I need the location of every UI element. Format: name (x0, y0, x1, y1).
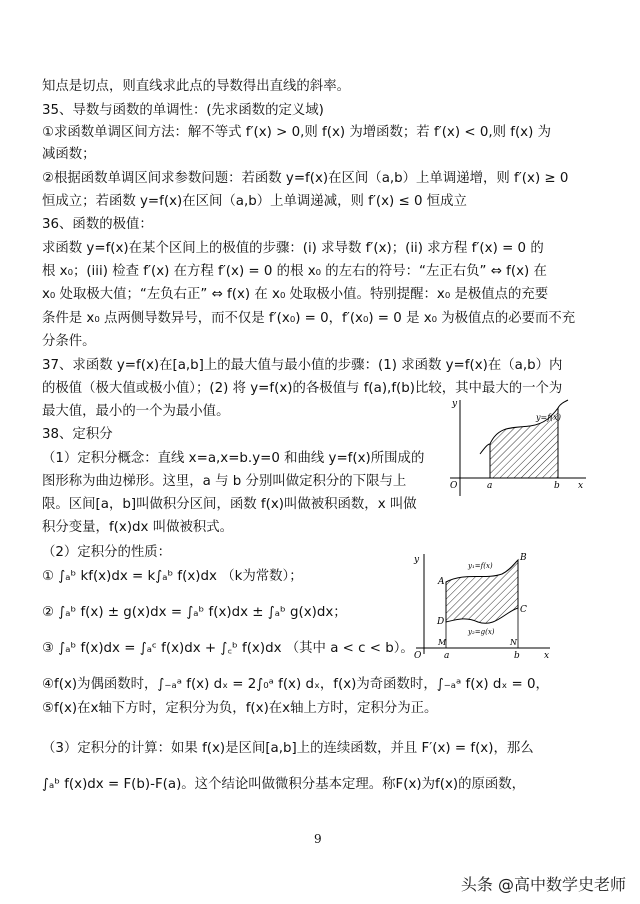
text-line: ∫ₐᵇ f(x)dx = F(b)-F(a)。这个结论叫做微积分基本定理。称F(x)为f(x)的原函数， (42, 777, 526, 792)
text-line: 最大值，最小的一个为最小值。 (42, 404, 230, 419)
text-line: 积分变量，f(x)dx 叫做被积式。 (42, 520, 234, 535)
label-y2: y₂=g(x) (468, 628, 495, 636)
label-A: A (438, 577, 445, 587)
figure-curved-trapezoid (440, 396, 590, 506)
text-line: ②根据函数单调区间求参数问题：若函数 y=f(x)在区间（a,b）上单调递增，则 f′(x) ≥ 0 (42, 171, 569, 186)
text-line: 根 x₀；(iii) 检查 f′(x) 在方程 f′(x) = 0 的根 x₀ 的左右的符号：“左正右负” ⇔ f(x) 在 (42, 264, 547, 279)
text-line: ⑤f(x)在x轴下方时，定积分为负，f(x)在x轴上方时，定积分为正。 (42, 701, 438, 716)
text-line: 图形称为曲边梯形。这里，a 与 b 分别叫做定积分的下限与上 (42, 474, 407, 489)
text-line: 的极值（极大值或极小值）；(2) 将 y=f(x)的各极值与 f(a),f(b)比较，其中最大的一个为 (42, 381, 563, 396)
text-line: 限。区间[a，b]叫做积分区间，函数 f(x)叫做被积函数，x 叫做 (42, 497, 417, 512)
label-o: O (414, 651, 422, 661)
figure-between-curves (410, 550, 560, 662)
label-a: a (487, 481, 493, 491)
text-line: （1）定积分概念：直线 x=a,x=b.y=0 和曲线 y=f(x)所围成的 (42, 451, 425, 466)
text-line: 条件是 x₀ 点两侧导数异号，而不仅是 f′(x₀) = 0，f′(x₀) = 0 是 x₀ 为极值点的必要而不充 (42, 311, 576, 326)
text-line: 求函数 y=f(x)在某个区间上的极值的步骤：(i) 求导数 f′(x)；(ii) 求方程 f′(x) = 0 的 (42, 241, 544, 256)
text-line: x₀ 处取极大值；“左负右正” ⇔ f(x) 在 x₀ 处取极小值。特别提醒：x₀ 是极值点的充要 (42, 287, 549, 302)
label-B: B (520, 553, 527, 563)
text-line: 减函数； (42, 147, 96, 162)
curve-tail (558, 400, 568, 408)
text-line: ③ ∫ₐᵇ f(x)dx = ∫ₐᶜ f(x)dx + ∫꜀ᵇ f(x)dx （其中 a < c < b）。 (42, 641, 414, 656)
label-C: C (520, 605, 527, 615)
label-M: M (438, 638, 447, 647)
page-number: 9 (314, 832, 322, 846)
text-line: （3）定积分的计算：如果 f(x)是区间[a,b]上的连续函数，并且 F′(x) = f(x)，那么 (42, 741, 534, 756)
label-b: b (514, 651, 520, 661)
text-line: 恒成立；若函数 y=f(x)在区间（a,b）上单调递减，则 f′(x) ≤ 0 恒成立 (42, 194, 467, 209)
curve (480, 444, 490, 454)
text-line: 知点是切点，则直线求此点的导数得出直线的斜率。 (42, 79, 350, 94)
text-line: 分条件。 (42, 334, 96, 349)
text-line: 37、求函数 y=f(x)在[a,b]上的最大值与最小值的步骤：(1) 求函数 y=f(x)在（a,b）内 (42, 358, 563, 373)
label-a: a (444, 651, 450, 661)
text-line: 35、导数与函数的单调性：(先求函数的定义域) (42, 103, 324, 118)
label-D: D (437, 617, 445, 627)
text-line: 36、函数的极值： (42, 217, 153, 232)
label-b: b (554, 481, 560, 491)
label-x: x (544, 651, 550, 661)
text-line: 38、定积分 (42, 427, 113, 442)
label-y: y (414, 555, 420, 565)
label-N: N (510, 638, 517, 647)
label-o: O (450, 481, 458, 491)
label-y1: y₁=f(x) (468, 562, 493, 570)
text-line: ① ∫ₐᵇ kf(x)dx = k∫ₐᵇ f(x)dx （k为常数）； (42, 569, 303, 584)
label-fx: y=f(x) (536, 413, 561, 422)
watermark: 头条 @高中数学史老师 (460, 875, 626, 894)
text-line: ①求函数单调区间方法：解不等式 f′(x) > 0,则 f(x) 为增函数；若 f′(x) < 0,则 f(x) 为 (42, 125, 551, 140)
label-y: y (452, 399, 458, 409)
label-x: x (578, 481, 584, 491)
text-line: ② ∫ₐᵇ f(x) ± g(x)dx = ∫ₐᵇ f(x)dx ± ∫ₐᵇ g(x)dx； (42, 605, 347, 620)
text-line: （2）定积分的性质： (42, 545, 172, 560)
text-line: ④f(x)为偶函数时，∫₋ₐᵃ f(x) dₓ = 2∫₀ᵃ f(x) dₓ，f(x)为奇函数时，∫₋ₐᵃ f(x) dₓ = 0， (42, 677, 549, 692)
